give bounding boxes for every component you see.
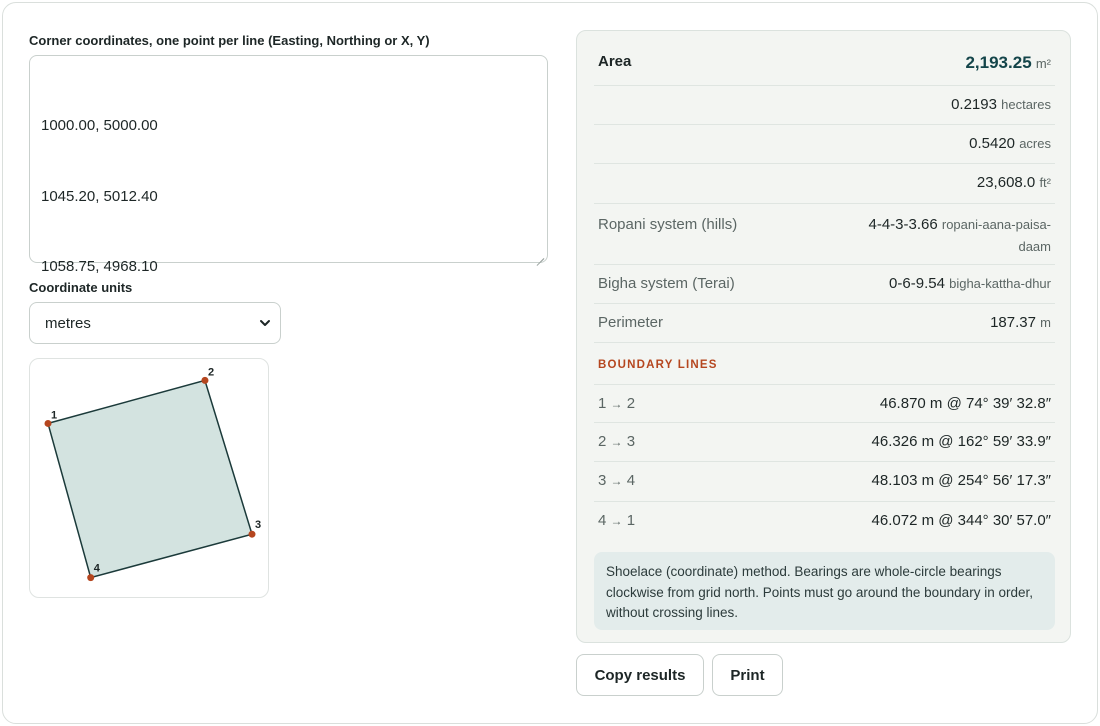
to-point: 1 (626, 512, 636, 529)
ropani-unit-continued: daam (1018, 239, 1051, 254)
units-select[interactable] (29, 302, 281, 344)
coordinate-line: 1058.75, 4968.10 (41, 258, 158, 275)
perimeter-unit: m (1040, 315, 1051, 330)
perimeter-value: 187.37 (990, 314, 1036, 331)
bigha-value: 0-6-9.54 (889, 275, 945, 292)
area-label: Area (598, 53, 632, 70)
plot-preview (29, 358, 269, 598)
ropani-value: 4-4-3-3.66 (868, 216, 938, 233)
boundary-line-value: 46.870 m @ 74° 39′ 32.8″ (879, 395, 1051, 412)
hectares-unit: hectares (1001, 97, 1051, 112)
to-point: 4 (626, 472, 636, 489)
ropani-label: Ropani system (hills) (598, 216, 738, 233)
arrow-right-icon: → (610, 514, 623, 528)
to-point: 3 (626, 433, 636, 450)
copy-results-button[interactable]: Copy results (576, 654, 704, 696)
acres-value: 0.5420 (969, 135, 1016, 152)
vertex-point (249, 531, 256, 538)
perimeter-row (594, 304, 1055, 343)
boundary-line-value: 46.072 m @ 344° 30′ 57.0″ (871, 512, 1051, 529)
ropani-unit: ropani-aana-paisa- (941, 217, 1051, 232)
perimeter-label: Perimeter (598, 314, 664, 331)
print-button[interactable]: Print (712, 654, 783, 696)
resize-grip-icon[interactable] (536, 251, 544, 259)
arrow-right-icon: → (610, 474, 623, 488)
units-selected-value: metres (45, 314, 91, 332)
acres-row (594, 125, 1055, 164)
hectares-row (594, 86, 1055, 125)
method-note: Shoelace (coordinate) method. Bearings are whole-circle bearings clockwise from grid north. Points must go around the boundary in order, without crossing lines. (594, 552, 1055, 630)
boundary-line-value: 48.103 m @ 254° 56′ 17.3″ (871, 472, 1051, 489)
bigha-unit: bigha-kattha-dhur (949, 276, 1051, 291)
area-row (594, 41, 1055, 86)
vertex-label: 3 (255, 519, 262, 532)
area-unit: m² (1035, 56, 1051, 71)
from-point: 2 (598, 433, 607, 450)
boundary-line-value: 46.326 m @ 162° 59′ 33.9″ (871, 433, 1051, 450)
bigha-row (594, 265, 1055, 304)
bigha-label: Bigha system (Terai) (598, 275, 735, 292)
vertex-label: 2 (207, 366, 215, 379)
parcel-polygon (48, 380, 252, 577)
vertex-label: 4 (93, 562, 100, 575)
coordinate-line: 1000.00, 5000.00 (41, 117, 158, 134)
sqft-unit: ft² (1039, 175, 1051, 190)
from-point: 4 (598, 512, 607, 529)
to-point: 2 (626, 395, 636, 412)
vertex-label: 1 (51, 409, 58, 422)
acres-unit: acres (1019, 136, 1051, 151)
boundary-lines-title: BOUNDARY LINES (598, 359, 718, 371)
from-point: 3 (598, 472, 607, 489)
ropani-row (594, 204, 1055, 265)
from-point: 1 (598, 395, 607, 412)
sqft-value: 23,608.0 (976, 174, 1036, 191)
arrow-right-icon: → (610, 397, 623, 411)
chevron-down-icon (258, 316, 272, 330)
coordinates-textarea[interactable] (29, 55, 548, 275)
boundary-line-row (594, 384, 1055, 423)
coordinates-label: Corner coordinates, one point per line (Easting, Northing or X, Y) (29, 33, 430, 48)
vertex-point (87, 574, 94, 581)
units-label: Coordinate units (29, 280, 133, 295)
hectares-value: 0.2193 (951, 96, 997, 113)
boundary-line-row (594, 502, 1055, 541)
plot-svg (30, 359, 270, 599)
boundary-line-row (594, 462, 1055, 502)
coordinate-line: 1045.20, 5012.40 (41, 187, 158, 205)
area-value: 2,193.25 (965, 53, 1032, 72)
boundary-line-row (594, 423, 1055, 462)
results-panel (576, 30, 1071, 643)
sqft-row (594, 164, 1055, 204)
arrow-right-icon: → (610, 435, 623, 449)
